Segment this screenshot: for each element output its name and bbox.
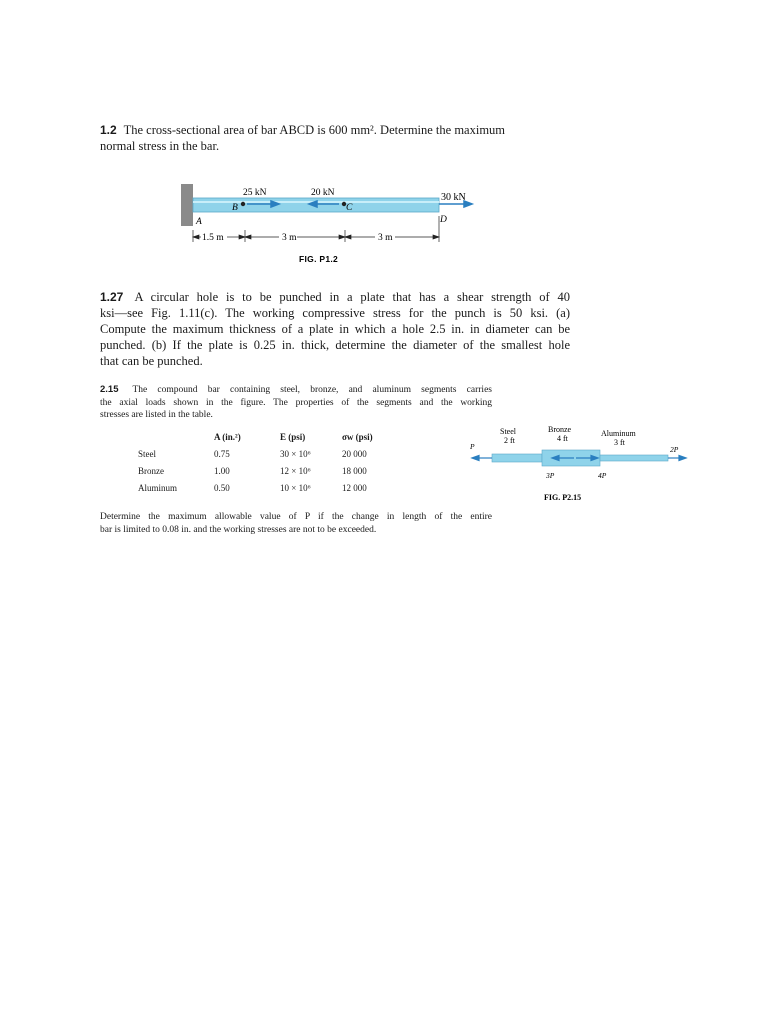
segment-name: Steel xyxy=(500,427,516,436)
dimension-label: 3 m xyxy=(378,233,393,243)
problem-text-line: The cross-sectional area of bar ABCD is 600 mm². Determine the maximum xyxy=(123,123,506,137)
problem-text-line: A circular hole is to be punched in a plate that has a shear strength of 40 xyxy=(134,290,570,304)
steel-segment xyxy=(492,454,542,462)
segment-length: 2 ft xyxy=(504,436,515,445)
problem-number: 1.27 xyxy=(100,290,124,304)
point-label: B xyxy=(232,203,238,213)
problem-text-line: bar is limited to 0.08 in. and the working stresses are not to be exceeded. xyxy=(100,524,377,535)
figure-p1-2 xyxy=(175,182,485,264)
table-cell: 12 × 10⁶ xyxy=(280,465,311,476)
table-cell: 0.50 xyxy=(214,482,230,493)
table-row xyxy=(138,479,398,496)
problem-text-line: that can be punched. xyxy=(100,354,203,368)
problem-text-line: Determine the maximum allowable value of P if the change in length of the entire xyxy=(100,512,492,522)
fixed-wall xyxy=(181,184,193,226)
table-row xyxy=(138,462,398,479)
problem-text-line: stresses are listed in the table. xyxy=(100,410,213,420)
table-cell: Bronze xyxy=(138,465,164,476)
load-label: P xyxy=(470,442,475,451)
table-cell: 0.75 xyxy=(214,448,230,459)
table-cell: 1.00 xyxy=(214,465,230,476)
table-header: A (in.²) xyxy=(214,431,241,442)
figure-caption: FIG. P1.2 xyxy=(299,254,339,264)
load-arrow-p xyxy=(472,456,479,461)
segment-name: Bronze xyxy=(548,425,572,434)
segment-length: 4 ft xyxy=(557,434,568,443)
problem-text-line: normal stress in the bar. xyxy=(100,139,220,153)
table-cell: 18 000 xyxy=(342,465,367,476)
figure-p2-15 xyxy=(470,422,690,504)
table-cell: 10 × 10⁶ xyxy=(280,482,311,493)
table-row xyxy=(138,445,398,462)
table-header: E (psi) xyxy=(280,431,306,442)
load-label: 20 kN xyxy=(311,188,335,198)
table-cell: 12 000 xyxy=(342,482,367,493)
dimension-label: 1.5 m xyxy=(202,233,224,243)
problem-text-line: Compute the maximum thickness of a plate in which a hole 2.5 in. in diameter can be xyxy=(100,322,570,336)
point-label: C xyxy=(346,203,353,213)
dimension-label: 3 m xyxy=(282,233,297,243)
load-label: 2P xyxy=(670,445,679,454)
figure-caption: FIG. P2.15 xyxy=(544,493,582,502)
table-header xyxy=(138,428,214,445)
load-arrow-2p xyxy=(679,456,686,461)
problem-2-15 xyxy=(100,384,492,422)
problem-text-line: punched. (b) If the plate is 0.25 in. thick, determine the diameter of the smallest hole xyxy=(100,338,570,352)
table-cell: Aluminum xyxy=(138,482,178,493)
load-label: 3P xyxy=(546,471,555,480)
point-b-marker xyxy=(241,202,245,206)
problem-number: 2.15 xyxy=(100,384,119,395)
segment-name: Aluminum xyxy=(601,429,636,438)
properties-table xyxy=(138,428,398,496)
point-label: A xyxy=(196,217,202,227)
load-label: 25 kN xyxy=(243,188,267,198)
problem-2-15-question xyxy=(100,511,492,536)
problem-number: 1.2 xyxy=(100,123,117,137)
table-cell: Steel xyxy=(138,448,156,459)
table-header-row xyxy=(138,428,398,445)
problem-1-27 xyxy=(100,289,570,369)
table-header: σw (psi) xyxy=(342,431,373,442)
load-label: 30 kN xyxy=(441,192,466,203)
problem-text-line: the axial loads shown in the figure. The properties of the segments and the working xyxy=(100,397,492,408)
aluminum-segment xyxy=(600,455,668,461)
table-cell: 30 × 10⁶ xyxy=(280,448,311,459)
problem-text-line: ksi—see Fig. 1.11(c). The working compressive stress for the punch is 50 ksi. (a) xyxy=(100,306,570,320)
point-label: D xyxy=(440,215,447,225)
table-cell: 20 000 xyxy=(342,448,367,459)
problem-1-2 xyxy=(100,122,570,154)
segment-length: 3 ft xyxy=(614,438,625,447)
problem-text-line: The compound bar containing steel, bronze, and aluminum segments carries xyxy=(132,385,492,395)
load-label: 4P xyxy=(598,471,607,480)
